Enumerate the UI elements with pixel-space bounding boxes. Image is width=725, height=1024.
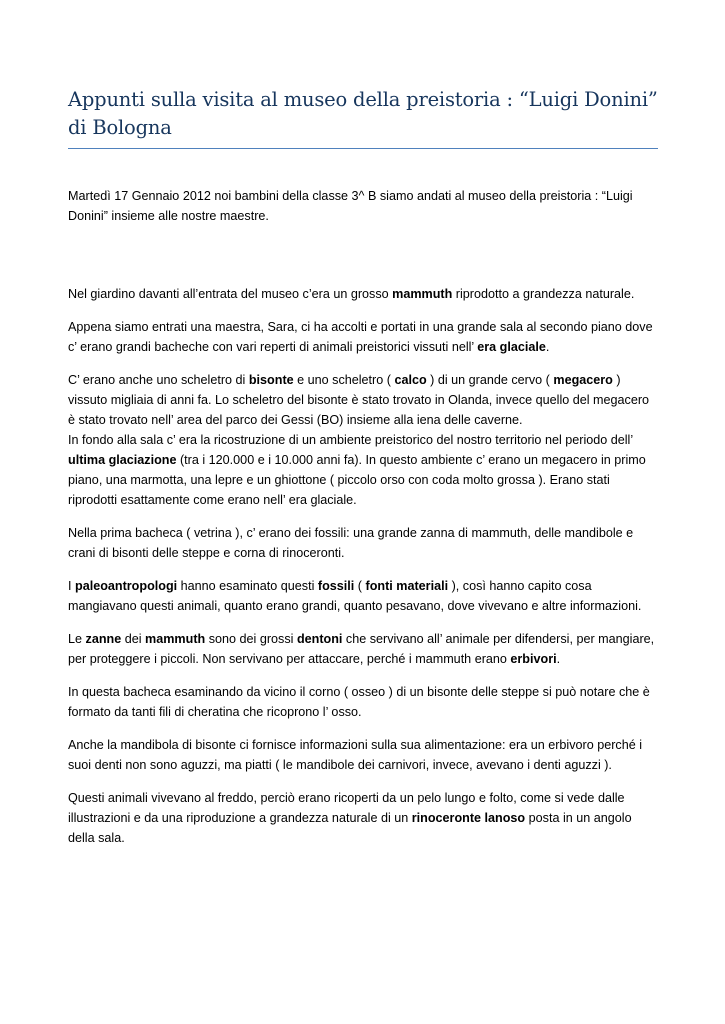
bold-term: fonti materiali bbox=[365, 579, 449, 593]
bold-term: fossili bbox=[317, 579, 355, 593]
text-run: In fondo alla sala c’ era la ricostruzione di un ambiente preistorico del nostro territorio nel periodo dell’ bbox=[68, 433, 633, 447]
text-run: dei bbox=[121, 632, 146, 646]
text-run: riprodotto a grandezza naturale. bbox=[452, 287, 635, 301]
bold-term: ultima glaciazione bbox=[68, 453, 177, 467]
bold-term: megacero bbox=[553, 373, 613, 387]
bold-term: calco bbox=[394, 373, 427, 387]
paragraph bbox=[68, 370, 658, 430]
text-run: C’ erano anche uno scheletro di bbox=[68, 373, 249, 387]
text-run: ) di un grande cervo ( bbox=[426, 373, 554, 387]
text-run: Martedì 17 Gennaio 2012 noi bambini della classe 3^ B siamo andati al museo della preistoria : “Luigi Donini” insieme alle nostre maestre. bbox=[68, 189, 633, 223]
text-run: sono dei grossi bbox=[205, 632, 297, 646]
bold-term: mammuth bbox=[392, 287, 453, 301]
text-run: (tra i 120.000 e i 10.000 anni fa). In questo ambiente c’ erano un megacero in primo piano, una marmotta, una lepre e un ghiottone ( piccolo orso con coda molto grossa ). Erano stati riprodotti esattamente come erano nell’ era glaciale. bbox=[68, 453, 646, 507]
paragraph bbox=[68, 284, 658, 304]
document-title: Appunti sulla visita al museo della preistoria : “Luigi Donini” di Bologna bbox=[68, 88, 658, 139]
paragraph bbox=[68, 186, 658, 226]
text-run: Le bbox=[68, 632, 86, 646]
text-run: Questi animali vivevano al freddo, perciò erano ricoperti da un pelo lungo e folto, come si vede dalle illustrazioni e da una riproduzione a grandezza naturale di un bbox=[68, 791, 625, 825]
bold-term: erbivori bbox=[510, 652, 557, 666]
text-run: Anche la mandibola di bisonte ci fornisce informazioni sulla sua alimentazione: era un erbivoro perché i suoi denti non sono aguzzi, ma piatti ( le mandibole dei carnivori, invece, avevano i denti aguzzi ). bbox=[68, 738, 643, 772]
paragraph bbox=[68, 735, 658, 775]
bold-term: mammuth bbox=[145, 632, 206, 646]
text-run: In questa bacheca esaminando da vicino il corno ( osseo ) di un bisonte delle steppe si può notare che è formato da tanti fili di cheratina che ricoprono l’ osso. bbox=[68, 685, 650, 719]
text-run: . bbox=[545, 340, 550, 354]
text-run: posta in un angolo della sala. bbox=[68, 811, 632, 845]
paragraph bbox=[68, 317, 658, 357]
bold-term: rinoceronte lanoso bbox=[411, 811, 526, 825]
text-run: ( bbox=[354, 579, 366, 593]
title-block bbox=[68, 86, 658, 149]
text-run: Nella prima bacheca ( vetrina ), c’ erano dei fossili: una grande zanna di mammuth, delle mandibole e crani di bisonti delle steppe e corna di rinoceronti. bbox=[68, 526, 634, 560]
document-body bbox=[68, 186, 658, 848]
paragraph bbox=[68, 788, 658, 848]
paragraph bbox=[68, 629, 658, 669]
text-run: . bbox=[556, 652, 561, 666]
text-run: ) vissuto migliaia di anni fa. Lo scheletro del bisonte è stato trovato in Olanda, invece quello del megacero è stato trovato nell’ area del parco dei Gessi (BO) insieme alla iena delle caverne. bbox=[68, 373, 650, 427]
bold-term: dentoni bbox=[296, 632, 343, 646]
bold-term: zanne bbox=[85, 632, 122, 646]
text-run: ), così hanno capito cosa mangiavano questi animali, quanto erano grandi, quanto pesavano, dove vivevano e altre informazioni. bbox=[68, 579, 642, 613]
text-run: Appena siamo entrati una maestra, Sara, ci ha accolti e portati in una grande sala al secondo piano dove c’ erano grandi bacheche con vari reperti di animali preistorici vissuti nell’ bbox=[68, 320, 653, 354]
paragraph bbox=[68, 576, 658, 616]
text-run: che servivano all’ animale per difendersi, per mangiare, per proteggere i piccoli. Non servivano per attaccare, perché i mammuth erano bbox=[68, 632, 655, 666]
text-run: I bbox=[68, 579, 75, 593]
text-run: Nel giardino davanti all’entrata del museo c’era un grosso bbox=[68, 287, 393, 301]
bold-term: bisonte bbox=[248, 373, 294, 387]
bold-term: era glaciale bbox=[477, 340, 546, 354]
text-run: e uno scheletro ( bbox=[293, 373, 395, 387]
paragraph bbox=[68, 430, 658, 510]
text-run: hanno esaminato questi bbox=[177, 579, 318, 593]
paragraph bbox=[68, 523, 658, 563]
paragraph bbox=[68, 682, 658, 722]
bold-term: paleoantropologi bbox=[75, 579, 178, 593]
